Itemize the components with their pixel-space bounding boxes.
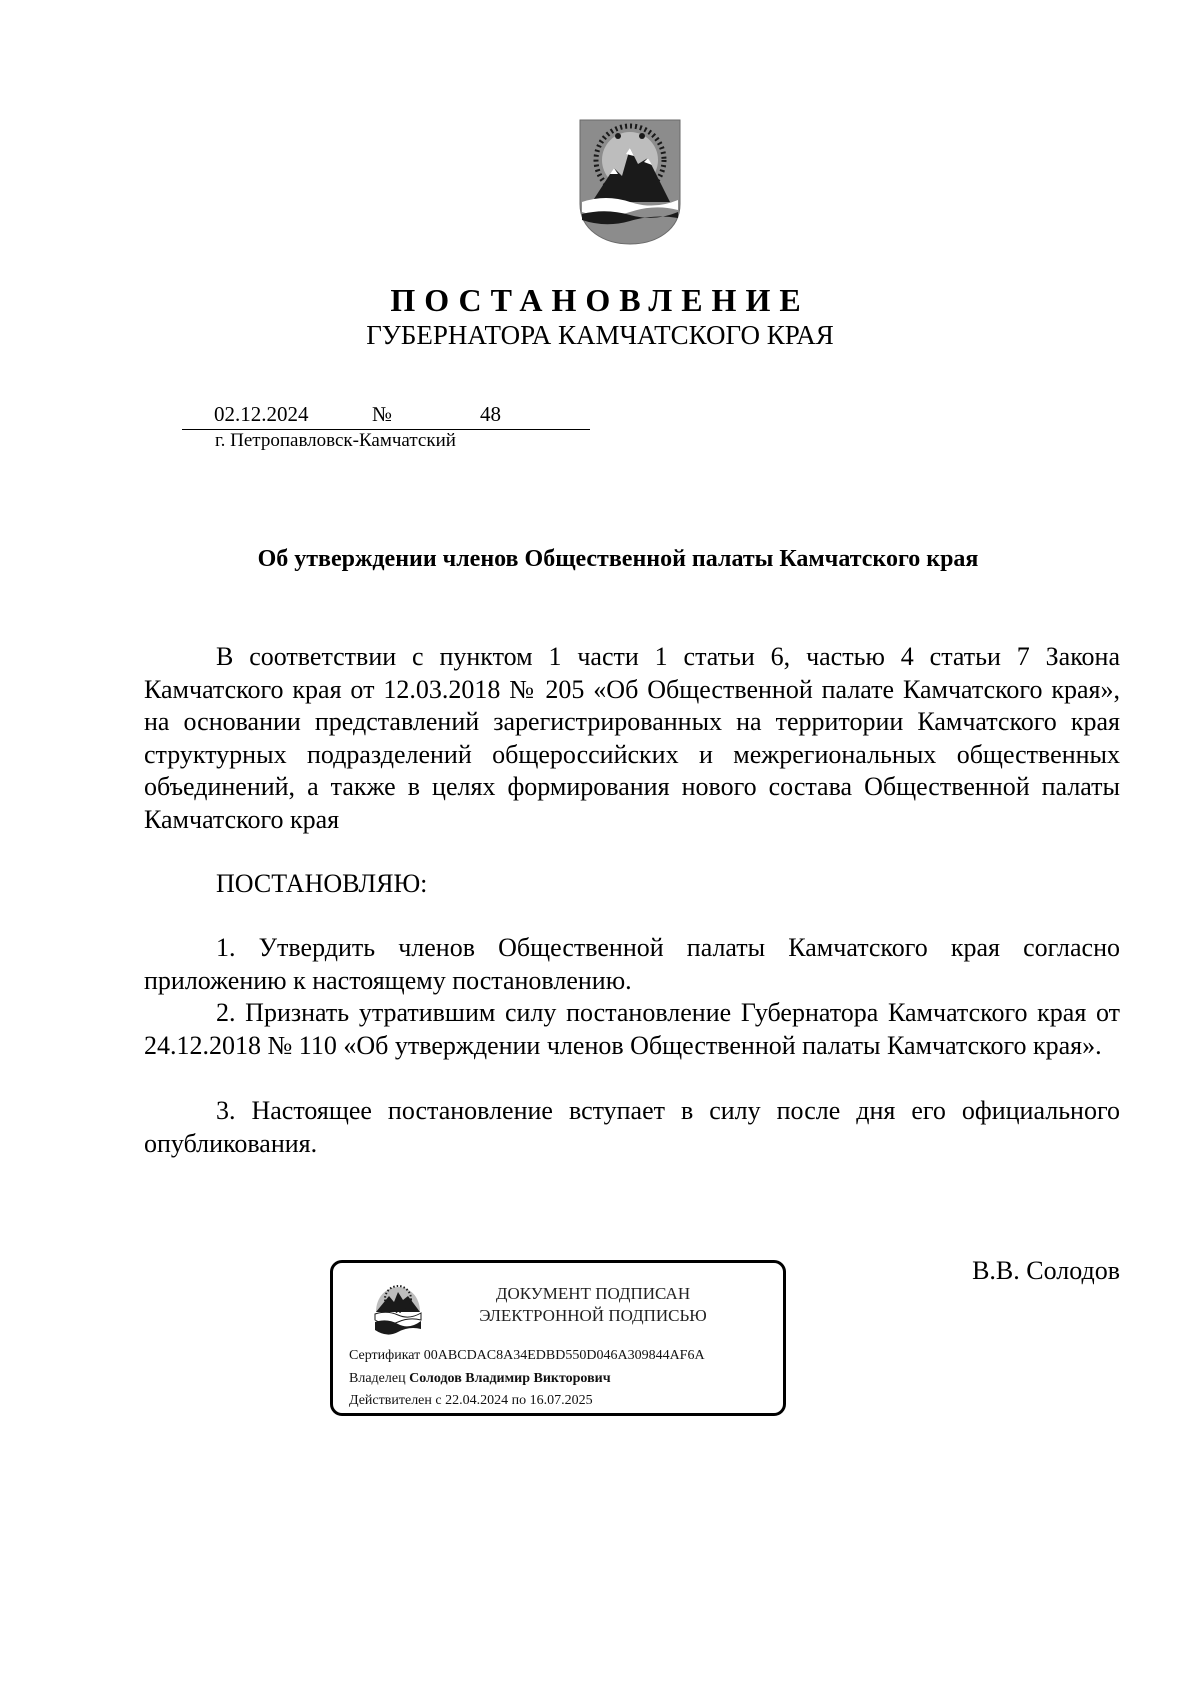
kamchatka-coat-of-arms-icon — [578, 118, 682, 246]
stamp-heading-line: ЭЛЕКТРОННОЙ ПОДПИСЬЮ — [479, 1306, 707, 1325]
decree-word: ПОСТАНОВЛЯЮ: — [216, 869, 428, 898]
document-type-title: ПОСТАНОВЛЕНИЕ — [390, 282, 810, 318]
signer-name: В.В. Солодов — [972, 1256, 1120, 1285]
valid-to-label: по — [511, 1393, 527, 1408]
stamp-heading — [443, 1283, 743, 1327]
issuer-subtitle: ГУБЕРНАТОРА КАМЧАТСКОГО КРАЯ — [366, 320, 834, 350]
list-item: 2. Признать утратившим силу постановление Губернатора Камчатского края от 24.12.2018 № 110 «Об утверждении членов Общественной палаты Камчатского края». — [144, 998, 1120, 1060]
certificate-label: Сертификат — [349, 1348, 421, 1363]
list-item: 1. Утвердить членов Общественной палаты Камчатского края согласно приложению к настоящему постановлению. — [144, 933, 1120, 995]
list-item: 3. Настоящее постановление вступает в силу после дня его официального опубликования. — [144, 1096, 1120, 1158]
registration-line — [182, 399, 590, 430]
certificate-value: 00ABCDAC8A34EDBD550D046A309844AF6A — [423, 1348, 705, 1363]
document-date: 02.12.2024 — [214, 402, 309, 426]
owner-line — [349, 1370, 611, 1388]
document-number: 48 — [480, 402, 501, 426]
certificate-line — [349, 1347, 705, 1365]
valid-to: 16.07.2025 — [529, 1393, 593, 1408]
valid-from: 22.04.2024 — [445, 1393, 509, 1408]
valid-label: Действителен — [349, 1393, 432, 1408]
stamp-emblem-icon — [373, 1284, 423, 1338]
validity-line — [349, 1392, 593, 1410]
document-title: Об утверждении членов Общественной палаты Камчатского края — [257, 546, 979, 572]
stamp-heading-line: ДОКУМЕНТ ПОДПИСАН — [495, 1284, 691, 1303]
number-sign: № — [372, 402, 393, 426]
electronic-signature-stamp — [330, 1260, 786, 1416]
issue-city: г. Петропавловск-Камчатский — [215, 430, 456, 451]
owner-label: Владелец — [349, 1371, 406, 1386]
valid-from-label: с — [435, 1393, 442, 1408]
preamble-paragraph: В соответствии с пунктом 1 части 1 статьи 6, частью 4 статьи 7 Закона Камчатского края от 12.03.2018 № 205 «Об Общественной палате Камчатского края», на основании представлений зарегистрированных на территории Камчатского края структурных подразделений общероссийских и межрегиональных общественных объединений, а также в целях формирования нового состава Общественной палаты Камчатского края — [144, 642, 1120, 834]
owner-value: Солодов Владимир Викторович — [409, 1371, 611, 1386]
